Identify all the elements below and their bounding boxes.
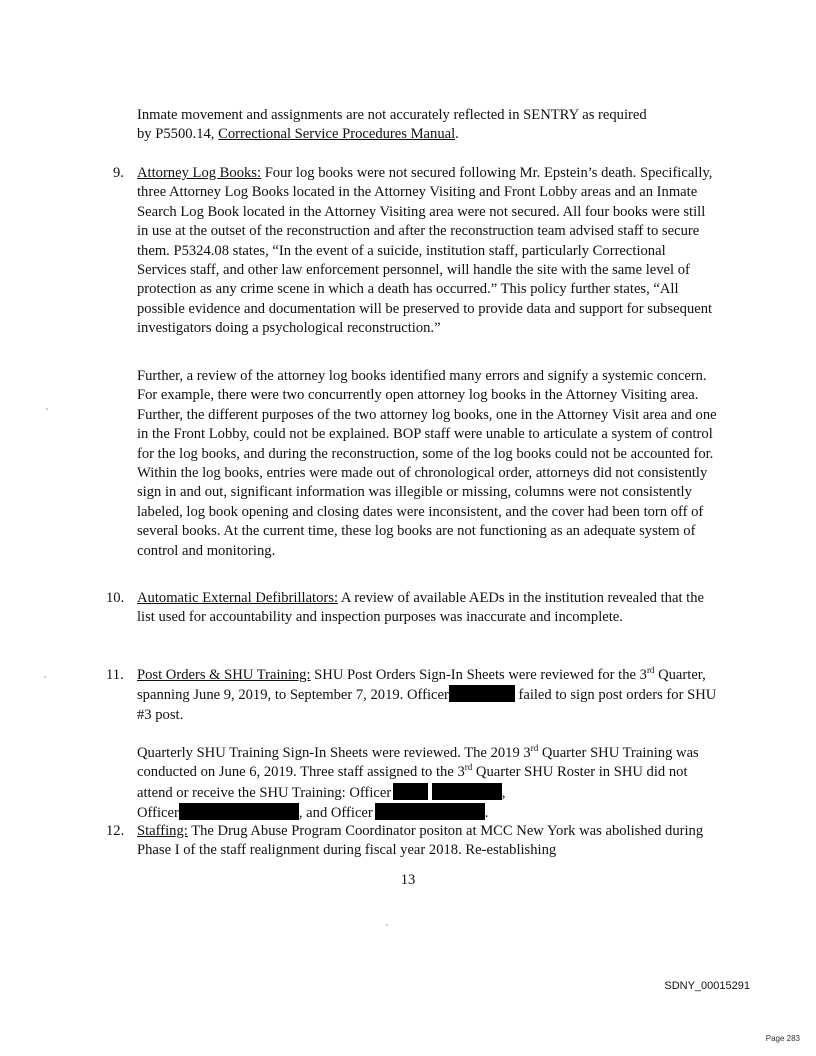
ordinal-suffix: rd	[530, 743, 539, 754]
item-heading: Post Orders & SHU Training:	[137, 667, 311, 683]
ordinal-suffix: rd	[464, 762, 473, 773]
followup-g: .	[484, 805, 489, 822]
followup-b: Quarter SHU Training was conducted on June 6, 2019. Three staff assigned to the 3	[137, 745, 699, 781]
redaction-box	[432, 783, 502, 800]
redaction-box	[179, 803, 299, 820]
intro-line-1: Inmate movement and assignments are not accurately reflected in SENTRY as required	[137, 107, 647, 123]
list-item-9-followup	[113, 367, 717, 561]
followup-d: ,	[501, 784, 506, 801]
scan-speck	[44, 676, 46, 678]
followup-c: Quarter SHU Roster in SHU did not attend or receive the SHU Training: Officer	[137, 764, 688, 801]
intro-line-2-suffix: .	[455, 126, 459, 143]
item-text-b: Quarter, spanning June 9, 2019, to September 7, 2019. Officer	[137, 667, 706, 704]
followup-a: Quarterly SHU Training Sign-In Sheets were reviewed. The 2019 3	[137, 745, 531, 761]
item-text: The Drug Abuse Program Coordinator positon at MCC New York was abolished during Phase I of the staff realignment during fiscal year 2018. Re-establishing	[137, 823, 704, 859]
list-item-11	[106, 666, 717, 725]
item-text-c: failed to sign post orders for SHU #3 post.	[137, 687, 717, 723]
page-number: 13	[400, 872, 416, 888]
item-text-a: SHU Post Orders Sign-In Sheets were reviewed for the 3	[310, 667, 647, 683]
followup-f: , and Officer	[298, 805, 373, 822]
scan-speck	[386, 924, 388, 926]
manual-reference: Correctional Service Procedures Manual	[218, 126, 456, 143]
item-number: 11.	[106, 667, 124, 683]
item-text: A review of available AEDs in the institution revealed that the list used for accountability and inspection purposes was inaccurate and incomplete.	[137, 590, 704, 626]
ordinal-suffix: rd	[646, 665, 655, 676]
item-number: 10.	[106, 590, 125, 606]
item-followup-text: Further, a review of the attorney log books identified many errors and signify a systemic concern. For example, there were two concurrently open attorney log books in the Attorney Visiting area. Further, the different purposes of the two attorney log books, one in the Attorney Visit area and one in the Front Lobby, could not be explained. BOP staff were unable to articulate a system of control for the log books, and during the reconstruction, some of the log books could not be accounted for. Within the log books, entries were made out of chronological order, attorneys did not consistently sign in and out, significant information was illegible or missing, columns were not consistently labeled, log book opening and closing dates were inconsistent, and the cover had been torn off of several books. At the current time, these log books are not functioning as an adequate system of control and monitoring.	[137, 368, 717, 559]
item-heading: Staffing:	[137, 823, 188, 839]
list-item-9	[113, 164, 717, 339]
scan-speck	[46, 408, 48, 410]
item-number: 12.	[106, 823, 125, 839]
list-item-11-followup	[106, 744, 717, 824]
redaction-box	[375, 803, 485, 820]
intro-paragraph	[137, 106, 717, 145]
bates-number: SDNY_00015291	[664, 980, 750, 992]
item-text: Four log books were not secured following Mr. Epstein’s death. Specifically, three Attorney Log Books located in the Attorney Visiting and Front Lobby areas and an Inmate Search Log Book located in the Attorney Visiting area were not secured. All four books were still in use at the outset of the reconstruction and after the reconstruction team advised staff to secure them. P5324.08 states, “In the event of a suicide, institution staff, particularly Correctional Services staff, and other law enforcement personnel, will handle the site with the same level of protection as any crime scene in which a death has occurred.” This policy further states, “All possible evidence and documentation will be preserved to provide data and support for subsequent investigators doing a psychological reconstruction.”	[137, 165, 713, 337]
list-item-10	[106, 589, 717, 628]
redaction-box	[449, 685, 515, 702]
intro-line-2-prefix: by P5500.14,	[137, 126, 219, 143]
followup-e: Officer	[137, 805, 179, 822]
item-number: 9.	[113, 165, 124, 181]
list-item-12	[106, 822, 717, 861]
redaction-box	[393, 783, 428, 800]
item-heading: Attorney Log Books:	[137, 165, 262, 181]
page-label: Page 283	[765, 1034, 800, 1043]
item-heading: Automatic External Defibrillators:	[137, 590, 339, 606]
